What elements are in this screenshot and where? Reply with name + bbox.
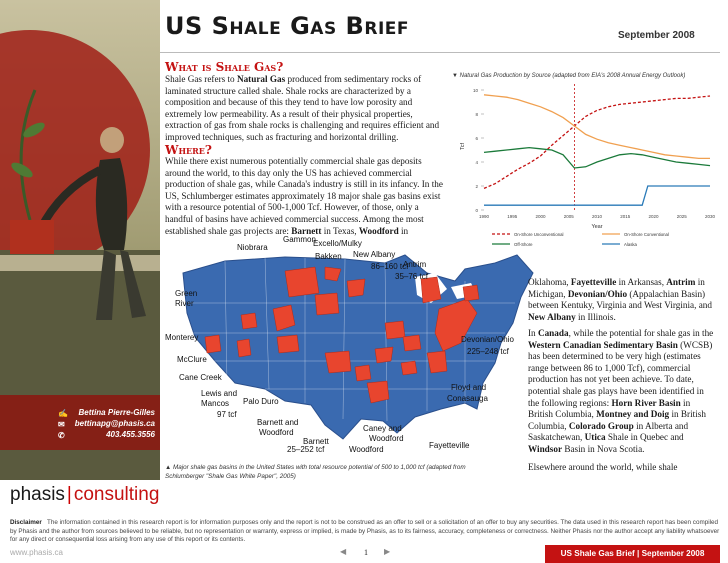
map-label: 35–76 tcf: [395, 272, 428, 281]
shale-basin: [385, 321, 405, 339]
map-label: Woodford: [259, 428, 294, 437]
map-label: 225–248 tcf: [467, 347, 509, 356]
legend-label: Alaska: [624, 242, 637, 247]
map-label: Monterey: [165, 333, 199, 342]
map-label: Barnett and: [257, 418, 299, 427]
legend-label: Off-Shore: [514, 242, 533, 247]
map-label: Devonian/Ohio: [461, 335, 514, 344]
shale-basin: [285, 267, 319, 297]
map-label: Barnett: [303, 437, 329, 446]
x-tick-label: 2000: [535, 214, 546, 219]
map-label: Mancos: [201, 399, 230, 408]
map-label: Caney and: [363, 424, 402, 433]
title-rule: [160, 52, 720, 53]
shale-basin: [237, 339, 251, 357]
shale-basin: [401, 361, 417, 375]
x-tick-label: 2005: [563, 214, 574, 219]
shale-basin: [241, 313, 257, 329]
logo-divider: |: [66, 484, 72, 505]
logo-part2: consulting: [73, 484, 160, 505]
chart-caption: ▼ Natural Gas Production by Source (adapted from EIA's 2008 Annual Energy Outlook): [452, 73, 686, 79]
shale-basin: [347, 279, 365, 297]
right-paragraph-1: Oklahoma, Fayetteville in Arkansas, Antrim in Michigan, Devonian/Ohio (Appalachian Basin) between Kentuky, Virginia and West Virginia, and New Albany in Illinois.: [528, 277, 712, 322]
x-tick-label: 2030: [704, 214, 716, 219]
shale-basin: [367, 381, 389, 403]
map-label: Floyd and: [451, 383, 487, 392]
phone-icon: ✆: [58, 431, 65, 440]
series-line-1: [484, 96, 710, 188]
website-link[interactable]: www.phasis.ca: [10, 548, 63, 557]
legend-label: On-Shore Conventional: [624, 232, 669, 237]
where-paragraph: While there exist numerous potentially commercial shale gas deposits around the world, to this day only the US has achieved commercial production of shale gas, while Canada's industry is still in its infancy. In the US, Schlumberger estimates approximately 18 major shale gas basins exist with a resource potential of 500-1,000 Tcf. However, of those, only a handful of basins have achieved commercial success. Among the most established shale gas projects are: Barnett in Texas, Woodford in: [165, 156, 443, 236]
shale-basin: [375, 347, 393, 363]
map-label: Conasauga: [447, 394, 488, 403]
shale-basin: [463, 285, 479, 301]
map-label: Cane Creek: [179, 373, 222, 382]
what-paragraph: Shale Gas refers to Natural Gas produced from sedimentary rocks of laminated structure called shale. Shale rocks are characterized by a composition and because of this they tend to have low porosity and extremely low permeability. As a result of their physical properties, extraction of gas from shale rocks is challenging and requires efficient and improved techniques, such as fracturing and horizontal drilling.: [165, 74, 440, 142]
where-heading: Where?: [165, 143, 212, 157]
right-paragraph-2: In Canada, while the potential for shale gas in the Western Canadian Sedimentary Basin (WCSB) has been determined to be very high (estimates range between 86 to 1,000 Tcf), commercial production has not yet been achieve. To date, potential shale gas plays have been identified in the following regions: Horn River Basin in British Columbia, Montney and Doig in British Columbia, Colorado Group in Alberta and Saskatchewan, Utica Shale in Quebec and Windsor Basin in Nova Scotia.: [528, 328, 714, 454]
map-label: Lewis and: [201, 389, 238, 398]
right-paragraph-3: Elsewhere around the world, while shale: [528, 462, 678, 472]
map-label: 97 tcf: [217, 410, 237, 419]
map-label: Woodford: [349, 445, 384, 453]
shale-basin: [355, 365, 371, 381]
y-tick-label: 2: [475, 184, 478, 189]
legend-label: On-Shore Unconventional: [514, 232, 564, 237]
x-tick-label: 2025: [676, 214, 687, 219]
x-tick-label: 2010: [591, 214, 603, 219]
x-tick-label: 1995: [507, 214, 518, 219]
footer: [0, 545, 728, 563]
map-label: Fayetteville: [429, 441, 470, 450]
footer-brand: US Shale Gas Brief | September 2008: [545, 545, 720, 563]
map-label: New Albany: [353, 250, 396, 259]
shale-basin: [325, 351, 351, 373]
y-tick-label: 0: [475, 208, 478, 213]
map-label: Niobrara: [237, 243, 268, 252]
what-heading: What is Shale Gas?: [165, 60, 284, 74]
map-label: Bakken: [315, 252, 342, 261]
contact-name: Bettina Pierre-Gilles: [78, 408, 155, 417]
map-label: 25–252 tcf: [287, 445, 325, 453]
shale-basin: [403, 335, 421, 351]
map-label: Palo Duro: [243, 397, 279, 406]
email-icon: ✉: [58, 420, 65, 429]
map-label: 86–160 tcf: [371, 262, 409, 271]
contact-block: [20, 407, 155, 440]
y-tick-label: 8: [475, 112, 478, 117]
disclaimer: Disclaimer The information contained in this research report is for information purposes only and the report is not to be construed as an offer to sell or a solicitation of an offer to buy any securities. The data used in this research report has been compiled by Phasis and the author from sources believed to be reliable, but no representation or warranty, express or implied, is made by Phasis, as to its fairness, accuracy, completeness or correctness. Neither Phasis nor the author accept any liability whatsoever for any direct or consequential loss arising from any use of this report or its contents.: [10, 519, 720, 543]
y-tick-label: 10: [472, 88, 478, 93]
shale-basin: [205, 335, 221, 353]
report-date: September 2008: [618, 30, 695, 41]
logo-part1: phasis: [10, 484, 65, 505]
shale-basin: [277, 335, 299, 353]
prev-page-button[interactable]: ◀: [340, 547, 347, 556]
x-tick-label: 1990: [478, 214, 490, 219]
series-line-3: [484, 148, 710, 168]
y-tick-label: 6: [475, 136, 478, 141]
page-title: US Shale Gas Brief: [165, 12, 409, 40]
map-label: River: [175, 299, 194, 308]
company-logo: [10, 484, 159, 506]
map-label: Antrim: [403, 260, 427, 269]
map-label: Gammon: [283, 235, 316, 244]
map-label: Excello/Mulky: [313, 239, 362, 248]
y-tick-label: 4: [475, 160, 478, 165]
map-caption: ▲ Major shale gas basins in the United States with total resource potential of 500 to 1,000 tcf (adapted from Schlumberger "Shale Gas White Paper", 2005): [165, 464, 466, 480]
x-axis-label: Year: [591, 224, 603, 230]
shale-basins-map: [165, 233, 545, 453]
map-label: Green: [175, 289, 198, 298]
x-tick-label: 2020: [648, 214, 659, 219]
contact-phone: 403.455.3556: [106, 430, 155, 439]
page-number: 1: [364, 548, 368, 557]
next-page-button[interactable]: ▶: [384, 547, 391, 556]
shale-basin: [315, 293, 339, 315]
y-axis-label: Tcf: [460, 142, 466, 150]
map-label: McClure: [177, 355, 207, 364]
map-label: Woodford: [369, 434, 404, 443]
x-tick-label: 2015: [620, 214, 631, 219]
series-line-4: [484, 186, 710, 205]
person-icon: ✍: [58, 409, 68, 418]
contact-email[interactable]: bettinapg@phasis.ca: [74, 419, 155, 428]
